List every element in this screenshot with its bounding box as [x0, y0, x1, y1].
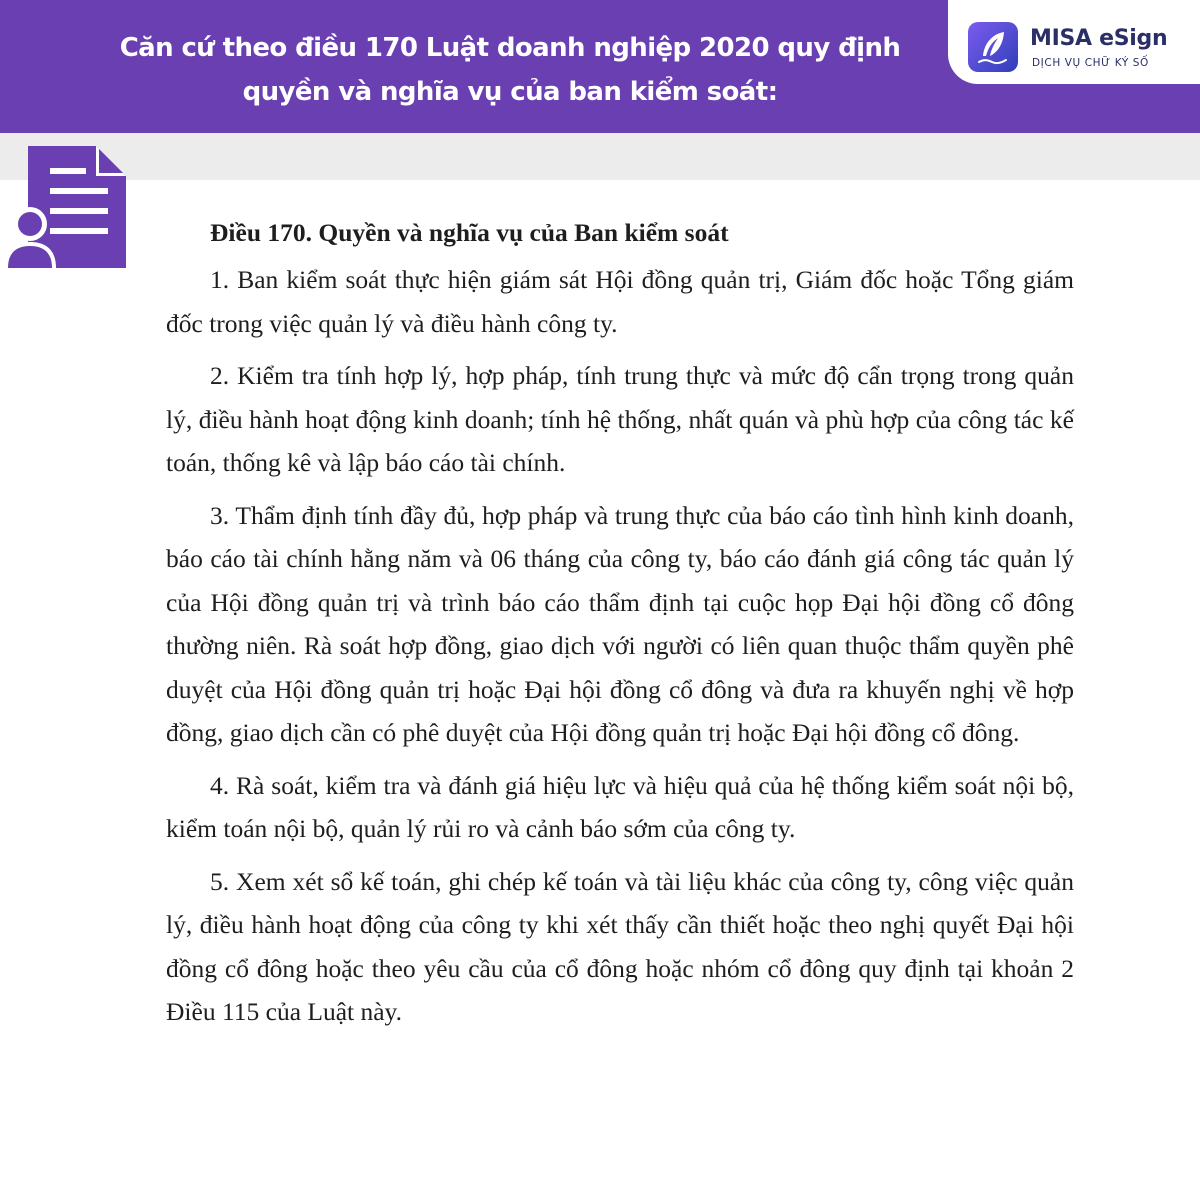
- misa-esign-logo: [948, 0, 1200, 84]
- banner-title: [90, 26, 930, 114]
- logo-tagline: DỊCH VỤ CHỮ KÝ SỐ: [1032, 57, 1149, 69]
- banner-title-line-1: Căn cứ theo điều 170 Luật doanh nghiệp 2020 quy định: [119, 33, 901, 63]
- article-heading: Điều 170. Quyền và nghĩa vụ của Ban kiểm soát: [210, 218, 729, 247]
- document-user-icon: [0, 142, 130, 272]
- misa-esign-feather-logo-icon: [968, 22, 1018, 72]
- article-paragraph-4: 4. Rà soát, kiểm tra và đánh giá hiệu lực và hiệu quả của hệ thống kiểm soát nội bộ, kiểm toán nội bộ, quản lý rủi ro và cảnh báo sớm của công ty.: [166, 770, 1074, 843]
- logo-name: MISA eSign: [1030, 26, 1168, 51]
- article-paragraph-5: 5. Xem xét sổ kế toán, ghi chép kế toán và tài liệu khác của công ty, công việc quản lý, điều hành hoạt động của công ty khi xét thấy cần thiết hoặc theo nghị quyết Đại hội đồng cổ đông hoặc theo yêu cầu của cổ đông hoặc nhóm cổ đông quy định tại khoản 2 Điều 115 của Luật này.: [166, 866, 1074, 1026]
- article-paragraph-3: 3. Thẩm định tính đầy đủ, hợp pháp và trung thực của báo cáo tình hình kinh doanh, báo cáo tài chính hằng năm và 06 tháng của công ty, báo cáo đánh giá công tác quản lý của Hội đồng quản trị và trình báo cáo thẩm định tại cuộc họp Đại hội đồng cổ đông thường niên. Rà soát hợp đồng, giao dịch với người có liên quan thuộc thẩm quyền phê duyệt của Hội đồng quản trị hoặc Đại hội đồng cổ đông và đưa ra khuyến nghị về hợp đồng, giao dịch cần có phê duyệt của Hội đồng quản trị hoặc Đại hội đồng cổ đông.: [166, 500, 1074, 747]
- gray-band: [0, 133, 1200, 180]
- article-document: [166, 210, 1074, 1034]
- article-paragraph-1: 1. Ban kiểm soát thực hiện giám sát Hội đồng quản trị, Giám đốc hoặc Tổng giám đốc trong việc quản lý và điều hành công ty.: [166, 265, 1074, 338]
- banner-title-line-2: quyền và nghĩa vụ của ban kiểm soát:: [242, 77, 778, 107]
- article-paragraph-2: 2. Kiểm tra tính hợp lý, hợp pháp, tính trung thực và mức độ cẩn trọng trong quản lý, điều hành hoạt động kinh doanh; tính hệ thống, nhất quán và phù hợp của công tác kế toán, thống kê và lập báo cáo tài chính.: [166, 361, 1074, 477]
